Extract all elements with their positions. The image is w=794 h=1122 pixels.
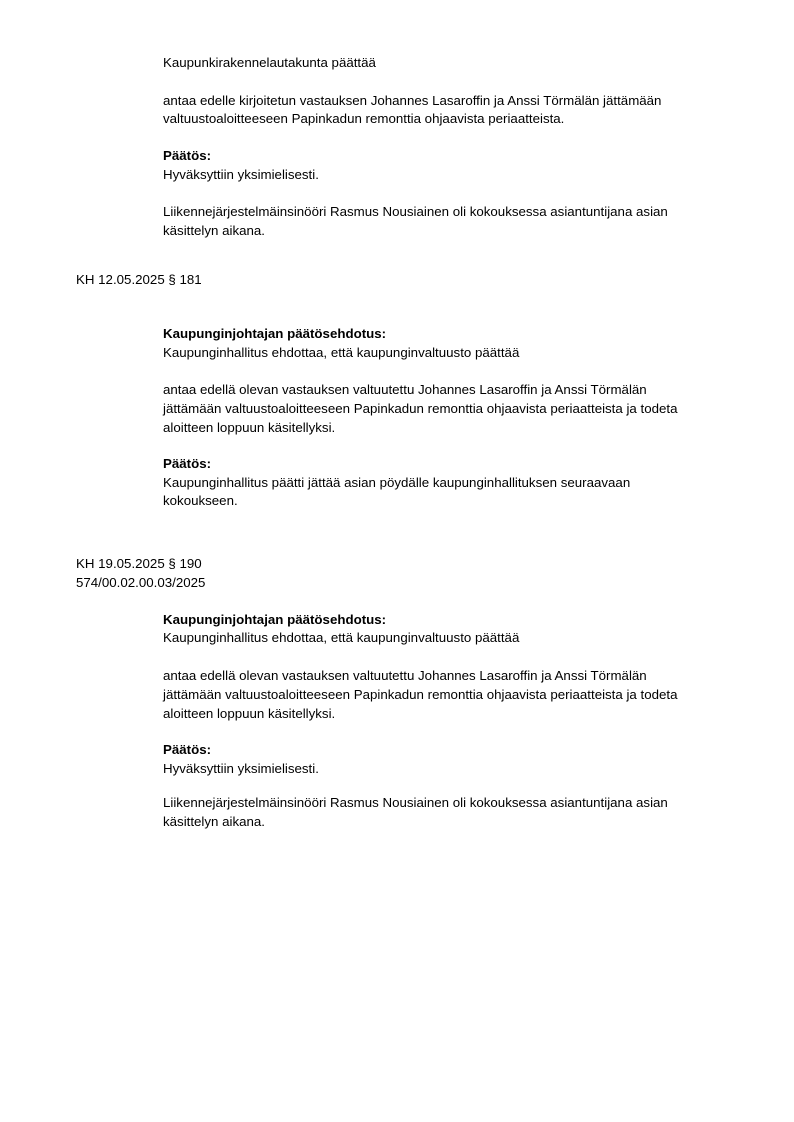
section3-proposal-line-3: aloitteen loppuun käsitellyksi.	[163, 706, 336, 721]
section2-decision-line-1: Kaupunginhallitus päätti jättää asian pöydälle kaupunginhallituksen seuraavaan	[163, 475, 631, 490]
section2-decision-line-2: kokoukseen.	[163, 493, 238, 508]
section3-proposal-line-1: antaa edellä olevan vastauksen valtuutettu Johannes Lasaroffin ja Anssi Törmälän	[163, 668, 647, 683]
section2-proposal-line-1: antaa edellä olevan vastauksen valtuutettu Johannes Lasaroffin ja Anssi Törmälän	[163, 382, 647, 397]
section2-proposer-line: Kaupunginhallitus ehdottaa, että kaupunginvaltuusto päättää	[163, 345, 520, 360]
section3-reference: KH 19.05.2025 § 190	[76, 556, 202, 571]
section1-proposal-line-2: valtuustoaloitteeseen Papinkadun remonttia ohjaavista periaatteista.	[163, 111, 565, 126]
section2-reference: KH 12.05.2025 § 181	[76, 272, 202, 287]
section3-proposer-line: Kaupunginhallitus ehdottaa, että kaupunginvaltuusto päättää	[163, 630, 520, 645]
section2-proposal-line-2: jättämään valtuustoaloitteeseen Papinkadun remonttia ohjaavista periaatteista ja todeta	[163, 401, 678, 416]
section2-decision-heading: Päätös:	[163, 456, 212, 471]
section1-decision-text: Hyväksyttiin yksimielisesti.	[163, 167, 319, 182]
section1-note-line-2: käsittelyn aikana.	[163, 223, 265, 238]
section1-proposer-line: Kaupunkirakennelautakunta päättää	[163, 55, 376, 70]
section2-proposal-heading: Kaupunginjohtajan päätösehdotus:	[163, 326, 387, 341]
section3-note-line-2: käsittelyn aikana.	[163, 814, 265, 829]
section3-note-line-1: Liikennejärjestelmäinsinööri Rasmus Nousiainen oli kokouksessa asiantuntijana asian	[163, 795, 668, 810]
section1-decision-heading: Päätös:	[163, 148, 212, 163]
section2-proposal-line-3: aloitteen loppuun käsitellyksi.	[163, 420, 336, 435]
section1-note-line-1: Liikennejärjestelmäinsinööri Rasmus Nousiainen oli kokouksessa asiantuntijana asian	[163, 204, 668, 219]
section3-record-number: 574/00.02.00.03/2025	[76, 575, 206, 590]
section3-decision-heading: Päätös:	[163, 742, 212, 757]
section3-decision-text: Hyväksyttiin yksimielisesti.	[163, 761, 319, 776]
section3-proposal-line-2: jättämään valtuustoaloitteeseen Papinkadun remonttia ohjaavista periaatteista ja todeta	[163, 687, 678, 702]
section1-proposal-line-1: antaa edelle kirjoitetun vastauksen Johannes Lasaroffin ja Anssi Törmälän jättämään	[163, 93, 662, 108]
section3-proposal-heading: Kaupunginjohtajan päätösehdotus:	[163, 612, 387, 627]
